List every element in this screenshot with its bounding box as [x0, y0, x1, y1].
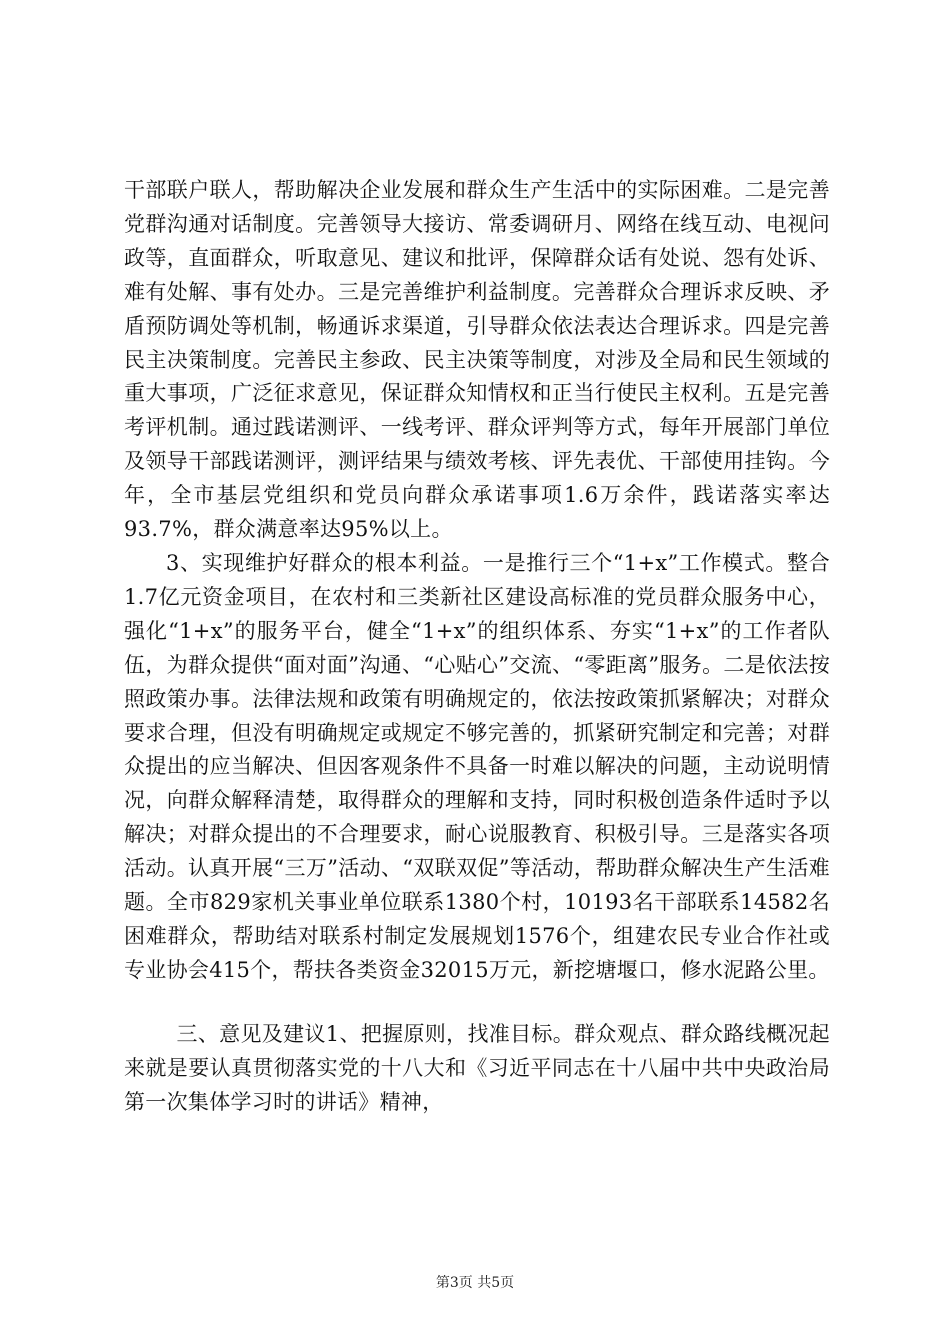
paragraph-continuation: 干部联户联人，帮助解决企业发展和群众生产生活中的实际困难。二是完善党群沟通对话制度。完善领导大接访、常委调研月、网络在线互动、电视问政等，直面群众，听取意见、建议和批评，保障群众话有处说、怨有处诉、难有处解、事有处办。三是完善维护利益制度。完善群众合理诉求反映、矛盾预防调处等机制，畅通诉求渠道，引导群众依法表达合理诉求。四是完善民主决策制度。完善民主参政、民主决策等制度，对涉及全局和民生领域的重大事项，广泛征求意见，保证群众知情权和正当行使民主权利。五是完善考评机制。通过践诺测评、一线考评、群众评判等方式，每年开展部门单位及领导干部践诺测评，测评结果与绩效考核、评先表优、干部使用挂钩。今年，全市基层党组织和党员向群众承诺事项1.6万余件，践诺落实率达93.7%，群众满意率达95%以上。 [124, 178, 830, 542]
paragraph-section-3: 3、实现维护好群众的根本利益。一是推行三个“1+x”工作模式。整合1.7亿元资金项目，在农村和三类新社区建设高标准的党员群众服务中心，强化“1+x”的服务平台，健全“1+x”的组织体系、夯实“1+x”的工作者队伍，为群众提供“面对面”沟通、“心贴心”交流、“零距离”服务。二是依法按照政策办事。法律法规和政策有明确规定的，依法按政策抓紧解决；对群众要求合理，但没有明确规定或规定不够完善的，抓紧研究制定和完善；对群众提出的应当解决、但因客观条件不具备一时难以解决的问题，主动说明情况，向群众解释清楚，取得群众的理解和支持，同时积极创造条件适时予以解决；对群众提出的不合理要求，耐心说服教育、积极引导。三是落实各项活动。认真开展“三万”活动、“双联双促”等活动，帮助群众解决生产生活难题。全市829家机关事业单位联系1380个村，10193名干部联系14582名困难群众，帮助结对联系村制定发展规划1576个，组建农民专业合作社或专业协会415个，帮扶各类资金32015万元，新挖塘堰口，修水泥路公里。 [124, 550, 830, 982]
document-body [124, 174, 830, 1119]
paragraph-opinions: 三、意见及建议1、把握原则，找准目标。群众观点、群众路线概况起来就是要认真贯彻落实党的十八大和《习近平同志在十八届中共中央政治局第一次集体学习时的讲话》精神， [124, 1021, 830, 1114]
page-number-footer: 第3页 共5页 [435, 1275, 515, 1291]
